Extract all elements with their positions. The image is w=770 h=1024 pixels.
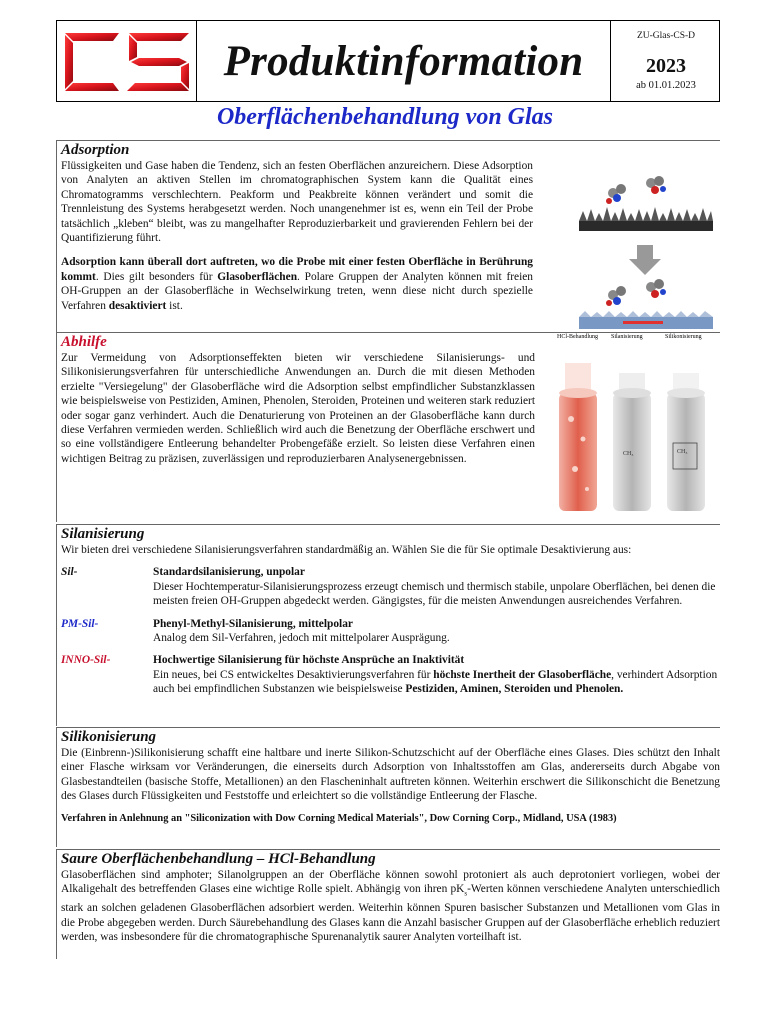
title-cell bbox=[197, 21, 611, 101]
adsorption-text-3: ist. bbox=[166, 299, 183, 312]
label-silanisierung: Silanisierung bbox=[611, 334, 643, 340]
arrow-down-icon bbox=[629, 245, 661, 275]
molecule-icon bbox=[646, 176, 666, 194]
section-silikonisierung bbox=[56, 727, 720, 847]
adsorption-bold-1: Adsorption kann überall dort auftreten, wo die Probe mit einer festen Oberfläche in Berührung kommt bbox=[61, 256, 533, 283]
glass-surface-treated bbox=[579, 311, 713, 329]
inno-sil-term: INNO-Sil- bbox=[61, 654, 111, 667]
tube-formula-1: CH₃ bbox=[623, 451, 634, 457]
pm-sil-title: Phenyl-Methyl-Silanisierung, mittelpolar bbox=[153, 617, 353, 630]
sil-item-pm bbox=[61, 617, 720, 646]
adsorption-paragraph-1: Flüssigkeiten und Gase haben die Tendenz, sich an festen Oberflächen anzureichern. Diese Adsorption von Analyten an aktiven Stellen im chromatographischen System kann die Qualität eines Chromatogramms verschlechtern. Peakform und Peakbreite können verändert und somit die Trennleistung des Systems herabgesetzt werden. Noch unangenehmer ist es, wenn ein Teil der Probe tatsächlich „kleben“ bleibt, was zu mangelhafter Reproduzierbarkeit und gravierenden Fehlern bei der Quantifizierung führt. bbox=[61, 160, 533, 245]
tubes-illustration bbox=[547, 329, 721, 523]
tube-silanisierung bbox=[613, 373, 651, 511]
cs-logo bbox=[61, 29, 193, 95]
label-hcl: HCl-Behandlung bbox=[557, 334, 598, 340]
hcl-subscript: s bbox=[464, 889, 468, 898]
meta-cell bbox=[611, 21, 721, 101]
adsorption-paragraph-2 bbox=[61, 255, 533, 313]
silikonisierung-paragraph: Die (Einbrenn-)Silikonisierung schafft eine haltbare und inerte Silikon-Schutzschicht auf der Oberfläche eines Glases. Dies schützt den Inhalt einer Flasche wirksam vor Veränderungen, die einerseits durch Adsorption von Inhaltsstoffen am Glas, andererseits durch Abgabe von Glasbestandteilen (basische Stoffe, Metallionen) an den Flascheninhalt auftreten können. Weiterhin erschwert die Silikonschicht die Benetzung des Glases durch Flüssigkeiten und Feststoffe und erleichtert so die vollständige Entleerung der Flasche. bbox=[61, 747, 720, 803]
doc-code: ZU-Glas-CS-D bbox=[636, 31, 696, 41]
glass-surface-untreated bbox=[579, 207, 713, 231]
section-adsorption bbox=[56, 140, 720, 335]
tube-silikonisierung bbox=[667, 373, 705, 511]
heading-silikonisierung: Silikonisierung bbox=[61, 729, 157, 745]
valid-from: ab 01.01.2023 bbox=[636, 80, 696, 91]
inno-sil-desc-a: Ein neues, bei CS entwickeltes Desaktivierungsverfahren für bbox=[153, 668, 434, 681]
document-title: Produktinformation bbox=[223, 37, 584, 85]
tube-formula-2: CH₃ bbox=[677, 449, 688, 455]
sil-title: Standardsilanisierung, unpolar bbox=[153, 566, 305, 579]
section-abhilfe bbox=[56, 332, 720, 522]
sil-item-inno bbox=[61, 653, 720, 696]
molecule-icon bbox=[606, 286, 626, 306]
logo-cell bbox=[57, 21, 197, 101]
abhilfe-paragraph: Zur Vermeidung von Adsorptionseffekten bieten wir verschiedene Silanisierungs- und Silikonisierungsverfahren für unterschiedliche Anwendungen an. Durch die mit diesen Methoden erzielte "Versiegelung" der Glasoberfläche wird die Adsorption selbst empfindlicher Substanzklassen wie beispielsweise von Pestiziden, Aminen, Phenolen, Steroiden, Proteinen und weiteren stark reduziert oder sogar ganz verhindert. Auch die Denaturierung von Proteinen an der Glasoberfläche kann durch diese Verfahren vermieden werden. Schließlich wird auch die Benetzung der Oberfläche erschwert und so eine vollständigere Entleerung behandelter Probengefäße erzielt. So leisten diese Verfahren einen wichtigen Beitrag zu präzisen, zuverlässigen und reproduzierbaren Analysenergebnissen. bbox=[61, 352, 535, 465]
heading-silanisierung: Silanisierung bbox=[61, 526, 145, 542]
adsorption-text-2: . Polare Gruppen der Analyten können mit freien OH-Gruppen an der Glasoberfläche in Wechselwirkung treten, wenn diese nicht durch spezielle Verfahren bbox=[61, 270, 533, 312]
heading-abhilfe: Abhilfe bbox=[61, 334, 107, 350]
heading-adsorption: Adsorption bbox=[61, 142, 130, 158]
pm-sil-desc: Analog dem Sil-Verfahren, jedoch mit mittelpolarer Ausprägung. bbox=[153, 632, 450, 645]
section-hcl bbox=[56, 849, 720, 959]
hcl-text-b: -Werten können verschiedene Analyten unterschiedlich stark an solchen geladenen Glasoberflächen adsorbiert werden. Weiterhin können Spuren basischer Substanzen und Metallionen vom Glas in die Probe abgegeben werden. Durch Säurebehandlung des Glases kann die Anzahl basischer Gruppen auf der Glasoberfläche erheblich reduziert werden, was insbesondere für die chromatographische Spurenanalytik saurer Analyten vorteilhaft ist. bbox=[61, 883, 720, 943]
tube-hcl bbox=[559, 363, 597, 511]
sil-item-standard bbox=[61, 565, 720, 608]
molecule-icon bbox=[646, 279, 666, 298]
sil-term: Sil- bbox=[61, 566, 78, 579]
hcl-paragraph bbox=[61, 868, 720, 944]
section-silanisierung bbox=[56, 524, 720, 726]
inno-sil-desc-c: , verhindert Adsorption auch bei empfindlichen Substanzen wie beispielsweise bbox=[153, 668, 718, 696]
adsorption-illustration bbox=[573, 171, 717, 339]
silikonisierung-reference: Verfahren in Anlehnung an "Siliconization with Dow Corning Medical Materials", Dow Corning Corp., Midland, USA (1983) bbox=[61, 812, 617, 824]
pm-sil-term: PM-Sil- bbox=[61, 617, 99, 630]
doc-year: 2023 bbox=[646, 55, 686, 77]
document-header bbox=[56, 20, 720, 102]
inno-sil-title: Hochwertige Silanisierung für höchste Ansprüche an Inaktivität bbox=[153, 654, 465, 667]
silanisierung-intro: Wir bieten drei verschiedene Silanisierungsverfahren standardmäßig an. Wählen Sie die für Sie optimale Desaktivierung aus: bbox=[61, 544, 632, 556]
inno-sil-desc-b: höchste Inertheit der Glasoberfläche bbox=[433, 668, 612, 681]
inno-sil-desc-d: Pestiziden, Aminen, Steroiden und Phenolen. bbox=[405, 683, 624, 696]
label-silikonisierung: Silikonisierung bbox=[665, 334, 702, 340]
page-title: Oberflächenbehandlung von Glas bbox=[216, 104, 554, 130]
adsorption-text-1: . Dies gilt besonders für bbox=[95, 270, 218, 283]
sil-desc: Dieser Hochtemperatur-Silanisierungsprozess erzeugt chemisch und thermisch stabile, unpolare Oberflächen, bei denen die meisten freien OH-Gruppen abgedeckt werden. Gängigstes, für die meisten Anwendungen ausreichendes Verfahren. bbox=[153, 580, 716, 608]
adsorption-bold-3: desaktiviert bbox=[108, 299, 167, 312]
molecule-icon bbox=[606, 184, 626, 204]
adsorption-bold-2: Glasoberflächen bbox=[217, 270, 298, 283]
heading-hcl: Saure Oberflächenbehandlung – HCl-Behandlung bbox=[61, 851, 376, 867]
hcl-text-a: Glasoberflächen sind amphoter; Silanolgruppen an der Oberfläche können sowohl protoniert als auch deprotoniert vorliegen, wobei der Alkaligehalt des betreffenden Glases eine wichtige Rolle spielt. Abhängig von ihren pK bbox=[61, 869, 720, 896]
